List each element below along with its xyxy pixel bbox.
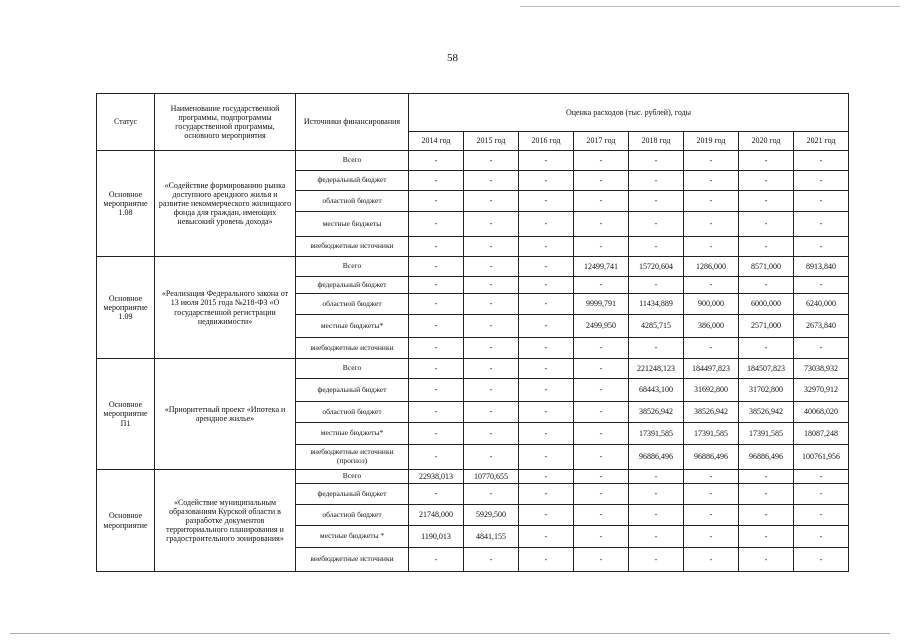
amount-cell: - bbox=[464, 294, 519, 315]
amount-cell: - bbox=[574, 470, 629, 484]
amount-cell: - bbox=[409, 338, 464, 359]
amount-cell: - bbox=[684, 526, 739, 548]
amount-cell: 1190,013 bbox=[409, 526, 464, 548]
amount-cell: 38526,942 bbox=[629, 402, 684, 423]
amount-cell: - bbox=[739, 151, 794, 171]
header-name: Наименование государственной программы, подпрограммы государственной программы, основного мероприятия bbox=[155, 94, 296, 151]
amount-cell: - bbox=[574, 338, 629, 359]
amount-cell: - bbox=[519, 171, 574, 191]
amount-cell: - bbox=[409, 151, 464, 171]
amount-cell: - bbox=[574, 484, 629, 505]
amount-cell: - bbox=[464, 484, 519, 505]
amount-cell: - bbox=[629, 548, 684, 572]
amount-cell: - bbox=[739, 237, 794, 257]
amount-cell: - bbox=[739, 470, 794, 484]
amount-cell: - bbox=[574, 402, 629, 423]
amount-cell: - bbox=[684, 484, 739, 505]
amount-cell: - bbox=[519, 237, 574, 257]
amount-cell: - bbox=[519, 379, 574, 402]
amount-cell: 17391,585 bbox=[739, 423, 794, 445]
measure-name-cell: «Содействие муниципальным образованиям Курской области в разработке документов территориального планирования и градостроительного зонирования» bbox=[155, 470, 296, 572]
status-cell: Основное мероприятие 1.09 bbox=[97, 257, 155, 359]
amount-cell: 31702,800 bbox=[739, 379, 794, 402]
measure-name-cell: «Реализация Федерального закона от 13 июля 2015 года №218-ФЗ «О государственной регистрации недвижимости» bbox=[155, 257, 296, 359]
amount-cell: - bbox=[794, 548, 849, 572]
amount-cell: - bbox=[464, 191, 519, 212]
amount-cell: - bbox=[739, 548, 794, 572]
amount-cell: 68443,100 bbox=[629, 379, 684, 402]
header-year: 2016 год bbox=[519, 132, 574, 151]
amount-cell: - bbox=[574, 277, 629, 294]
header-year: 2015 год bbox=[464, 132, 519, 151]
header-estimate: Оценка расходов (тыс. рублей), годы bbox=[409, 94, 849, 132]
amount-cell: 17391,585 bbox=[684, 423, 739, 445]
amount-cell: - bbox=[684, 505, 739, 526]
amount-cell: 11434,889 bbox=[629, 294, 684, 315]
funding-source-cell: федеральный бюджет bbox=[296, 484, 409, 505]
amount-cell: 100761,956 bbox=[794, 445, 849, 470]
amount-cell: - bbox=[409, 315, 464, 338]
amount-cell: - bbox=[794, 277, 849, 294]
amount-cell: 5929,500 bbox=[464, 505, 519, 526]
amount-cell: - bbox=[794, 526, 849, 548]
amount-cell: - bbox=[739, 171, 794, 191]
amount-cell: - bbox=[519, 294, 574, 315]
funding-source-cell: Всего bbox=[296, 257, 409, 277]
amount-cell: - bbox=[464, 212, 519, 237]
amount-cell: - bbox=[574, 359, 629, 379]
header-year: 2014 год bbox=[409, 132, 464, 151]
amount-cell: 17391,585 bbox=[629, 423, 684, 445]
amount-cell: - bbox=[464, 338, 519, 359]
amount-cell: 21748,000 bbox=[409, 505, 464, 526]
amount-cell: 22938,013 bbox=[409, 470, 464, 484]
amount-cell: - bbox=[519, 191, 574, 212]
amount-cell: - bbox=[794, 470, 849, 484]
amount-cell: - bbox=[794, 191, 849, 212]
header-year: 2020 год bbox=[739, 132, 794, 151]
table-row bbox=[97, 359, 849, 379]
amount-cell: - bbox=[464, 548, 519, 572]
header-status: Статус bbox=[97, 94, 155, 151]
amount-cell: - bbox=[464, 151, 519, 171]
amount-cell: - bbox=[794, 338, 849, 359]
funding-source-cell: внебюджетные источники bbox=[296, 338, 409, 359]
amount-cell: - bbox=[574, 191, 629, 212]
amount-cell: - bbox=[464, 402, 519, 423]
amount-cell: - bbox=[794, 151, 849, 171]
amount-cell: 4841,155 bbox=[464, 526, 519, 548]
amount-cell: - bbox=[519, 484, 574, 505]
amount-cell: - bbox=[629, 171, 684, 191]
table-body bbox=[97, 151, 849, 572]
amount-cell: - bbox=[574, 445, 629, 470]
amount-cell: - bbox=[629, 470, 684, 484]
header-year: 2017 год bbox=[574, 132, 629, 151]
measure-name-cell: «Приоритетный проект «Ипотека и арендное жилье» bbox=[155, 359, 296, 470]
amount-cell: - bbox=[464, 277, 519, 294]
amount-cell: - bbox=[464, 359, 519, 379]
funding-source-cell: федеральный бюджет bbox=[296, 171, 409, 191]
amount-cell: 6240,000 bbox=[794, 294, 849, 315]
funding-source-cell: местные бюджеты* bbox=[296, 423, 409, 445]
amount-cell: - bbox=[519, 423, 574, 445]
amount-cell: 96886,496 bbox=[684, 445, 739, 470]
amount-cell: - bbox=[574, 151, 629, 171]
amount-cell: - bbox=[409, 277, 464, 294]
amount-cell: 32970,912 bbox=[794, 379, 849, 402]
amount-cell: - bbox=[684, 151, 739, 171]
amount-cell: - bbox=[409, 423, 464, 445]
funding-source-cell: местные бюджеты bbox=[296, 212, 409, 237]
amount-cell: 2499,950 bbox=[574, 315, 629, 338]
amount-cell: 8913,840 bbox=[794, 257, 849, 277]
funding-source-cell: федеральный бюджет bbox=[296, 379, 409, 402]
amount-cell: 1286,000 bbox=[684, 257, 739, 277]
amount-cell: - bbox=[739, 212, 794, 237]
amount-cell: - bbox=[574, 505, 629, 526]
amount-cell: 12499,741 bbox=[574, 257, 629, 277]
amount-cell: - bbox=[684, 212, 739, 237]
funding-source-cell: Всего bbox=[296, 359, 409, 379]
amount-cell: - bbox=[629, 505, 684, 526]
amount-cell: - bbox=[464, 379, 519, 402]
amount-cell: - bbox=[574, 171, 629, 191]
amount-cell: - bbox=[519, 257, 574, 277]
amount-cell: - bbox=[574, 548, 629, 572]
measure-name-cell: «Содействие формированию рынка доступного арендного жилья и развитие некоммерческого жилищного фонда для граждан, имеющих невысокий уровень дохода» bbox=[155, 151, 296, 257]
budget-table bbox=[96, 93, 849, 572]
amount-cell: 6000,000 bbox=[739, 294, 794, 315]
header-sources: Источники финансирования bbox=[296, 94, 409, 151]
amount-cell: - bbox=[409, 212, 464, 237]
amount-cell: - bbox=[629, 338, 684, 359]
funding-source-cell: областной бюджет bbox=[296, 505, 409, 526]
funding-source-cell: местные бюджеты * bbox=[296, 526, 409, 548]
amount-cell: 40068,020 bbox=[794, 402, 849, 423]
amount-cell: - bbox=[574, 526, 629, 548]
amount-cell: - bbox=[409, 402, 464, 423]
amount-cell: - bbox=[519, 505, 574, 526]
amount-cell: - bbox=[794, 171, 849, 191]
page-number: 58 bbox=[447, 52, 458, 64]
amount-cell: - bbox=[409, 484, 464, 505]
amount-cell: - bbox=[739, 484, 794, 505]
amount-cell: - bbox=[629, 277, 684, 294]
amount-cell: - bbox=[739, 277, 794, 294]
amount-cell: 18087,248 bbox=[794, 423, 849, 445]
amount-cell: - bbox=[794, 484, 849, 505]
funding-source-cell: местные бюджеты* bbox=[296, 315, 409, 338]
amount-cell: - bbox=[629, 526, 684, 548]
amount-cell: - bbox=[519, 548, 574, 572]
amount-cell: 4285,715 bbox=[629, 315, 684, 338]
amount-cell: - bbox=[519, 315, 574, 338]
amount-cell: - bbox=[574, 379, 629, 402]
amount-cell: - bbox=[409, 379, 464, 402]
amount-cell: - bbox=[519, 526, 574, 548]
amount-cell: - bbox=[464, 171, 519, 191]
amount-cell: 9999,791 bbox=[574, 294, 629, 315]
header-year: 2018 год bbox=[629, 132, 684, 151]
amount-cell: - bbox=[739, 526, 794, 548]
amount-cell: - bbox=[464, 423, 519, 445]
funding-source-cell: Всего bbox=[296, 470, 409, 484]
amount-cell: - bbox=[684, 191, 739, 212]
header-year: 2019 год bbox=[684, 132, 739, 151]
amount-cell: 184507,823 bbox=[739, 359, 794, 379]
amount-cell: 96886,496 bbox=[739, 445, 794, 470]
amount-cell: - bbox=[684, 237, 739, 257]
amount-cell: - bbox=[409, 171, 464, 191]
amount-cell: 10770,655 bbox=[464, 470, 519, 484]
amount-cell: - bbox=[519, 277, 574, 294]
amount-cell: 38526,942 bbox=[684, 402, 739, 423]
funding-source-cell: внебюджетные источники bbox=[296, 237, 409, 257]
amount-cell: - bbox=[464, 315, 519, 338]
amount-cell: - bbox=[409, 191, 464, 212]
amount-cell: - bbox=[519, 359, 574, 379]
amount-cell: - bbox=[684, 171, 739, 191]
amount-cell: 184497,823 bbox=[684, 359, 739, 379]
amount-cell: - bbox=[409, 548, 464, 572]
scan-edge-line bbox=[520, 6, 900, 7]
amount-cell: 900,000 bbox=[684, 294, 739, 315]
amount-cell: - bbox=[574, 423, 629, 445]
status-cell: Основное мероприятие П1 bbox=[97, 359, 155, 470]
amount-cell: - bbox=[684, 470, 739, 484]
amount-cell: - bbox=[629, 151, 684, 171]
amount-cell: - bbox=[739, 505, 794, 526]
amount-cell: - bbox=[409, 257, 464, 277]
table-header bbox=[97, 94, 849, 151]
amount-cell: 31692,800 bbox=[684, 379, 739, 402]
amount-cell: - bbox=[684, 338, 739, 359]
funding-source-cell: областной бюджет bbox=[296, 191, 409, 212]
amount-cell: - bbox=[519, 445, 574, 470]
amount-cell: - bbox=[519, 402, 574, 423]
amount-cell: - bbox=[629, 484, 684, 505]
amount-cell: - bbox=[739, 338, 794, 359]
amount-cell: - bbox=[519, 470, 574, 484]
amount-cell: - bbox=[519, 212, 574, 237]
table-row bbox=[97, 151, 849, 171]
amount-cell: - bbox=[574, 212, 629, 237]
amount-cell: - bbox=[794, 505, 849, 526]
status-cell: Основное мероприятие bbox=[97, 470, 155, 572]
amount-cell: - bbox=[409, 445, 464, 470]
amount-cell: 38526,942 bbox=[739, 402, 794, 423]
funding-source-cell: Всего bbox=[296, 151, 409, 171]
amount-cell: - bbox=[519, 151, 574, 171]
amount-cell: 2673,840 bbox=[794, 315, 849, 338]
amount-cell: 8571,000 bbox=[739, 257, 794, 277]
amount-cell: 15720,604 bbox=[629, 257, 684, 277]
amount-cell: - bbox=[519, 338, 574, 359]
amount-cell: - bbox=[684, 277, 739, 294]
amount-cell: - bbox=[739, 191, 794, 212]
amount-cell: - bbox=[629, 191, 684, 212]
amount-cell: 386,000 bbox=[684, 315, 739, 338]
funding-source-cell: областной бюджет bbox=[296, 402, 409, 423]
amount-cell: - bbox=[794, 237, 849, 257]
amount-cell: 2571,000 bbox=[739, 315, 794, 338]
funding-source-cell: областной бюджет bbox=[296, 294, 409, 315]
header-year: 2021 год bbox=[794, 132, 849, 151]
amount-cell: - bbox=[464, 445, 519, 470]
amount-cell: - bbox=[629, 212, 684, 237]
funding-source-cell: внебюджетные источники (прогноз) bbox=[296, 445, 409, 470]
amount-cell: 96886,496 bbox=[629, 445, 684, 470]
amount-cell: - bbox=[409, 294, 464, 315]
amount-cell: - bbox=[684, 548, 739, 572]
amount-cell: 73038,932 bbox=[794, 359, 849, 379]
table-row bbox=[97, 470, 849, 484]
amount-cell: - bbox=[629, 237, 684, 257]
table-row bbox=[97, 257, 849, 277]
amount-cell: - bbox=[574, 237, 629, 257]
amount-cell: - bbox=[409, 237, 464, 257]
amount-cell: 221248,123 bbox=[629, 359, 684, 379]
scan-edge-line bbox=[10, 633, 890, 634]
amount-cell: - bbox=[409, 359, 464, 379]
funding-source-cell: внебюджетные источники bbox=[296, 548, 409, 572]
amount-cell: - bbox=[464, 237, 519, 257]
status-cell: Основное мероприятие 1.08 bbox=[97, 151, 155, 257]
amount-cell: - bbox=[464, 257, 519, 277]
funding-source-cell: федеральный бюджет bbox=[296, 277, 409, 294]
amount-cell: - bbox=[794, 212, 849, 237]
